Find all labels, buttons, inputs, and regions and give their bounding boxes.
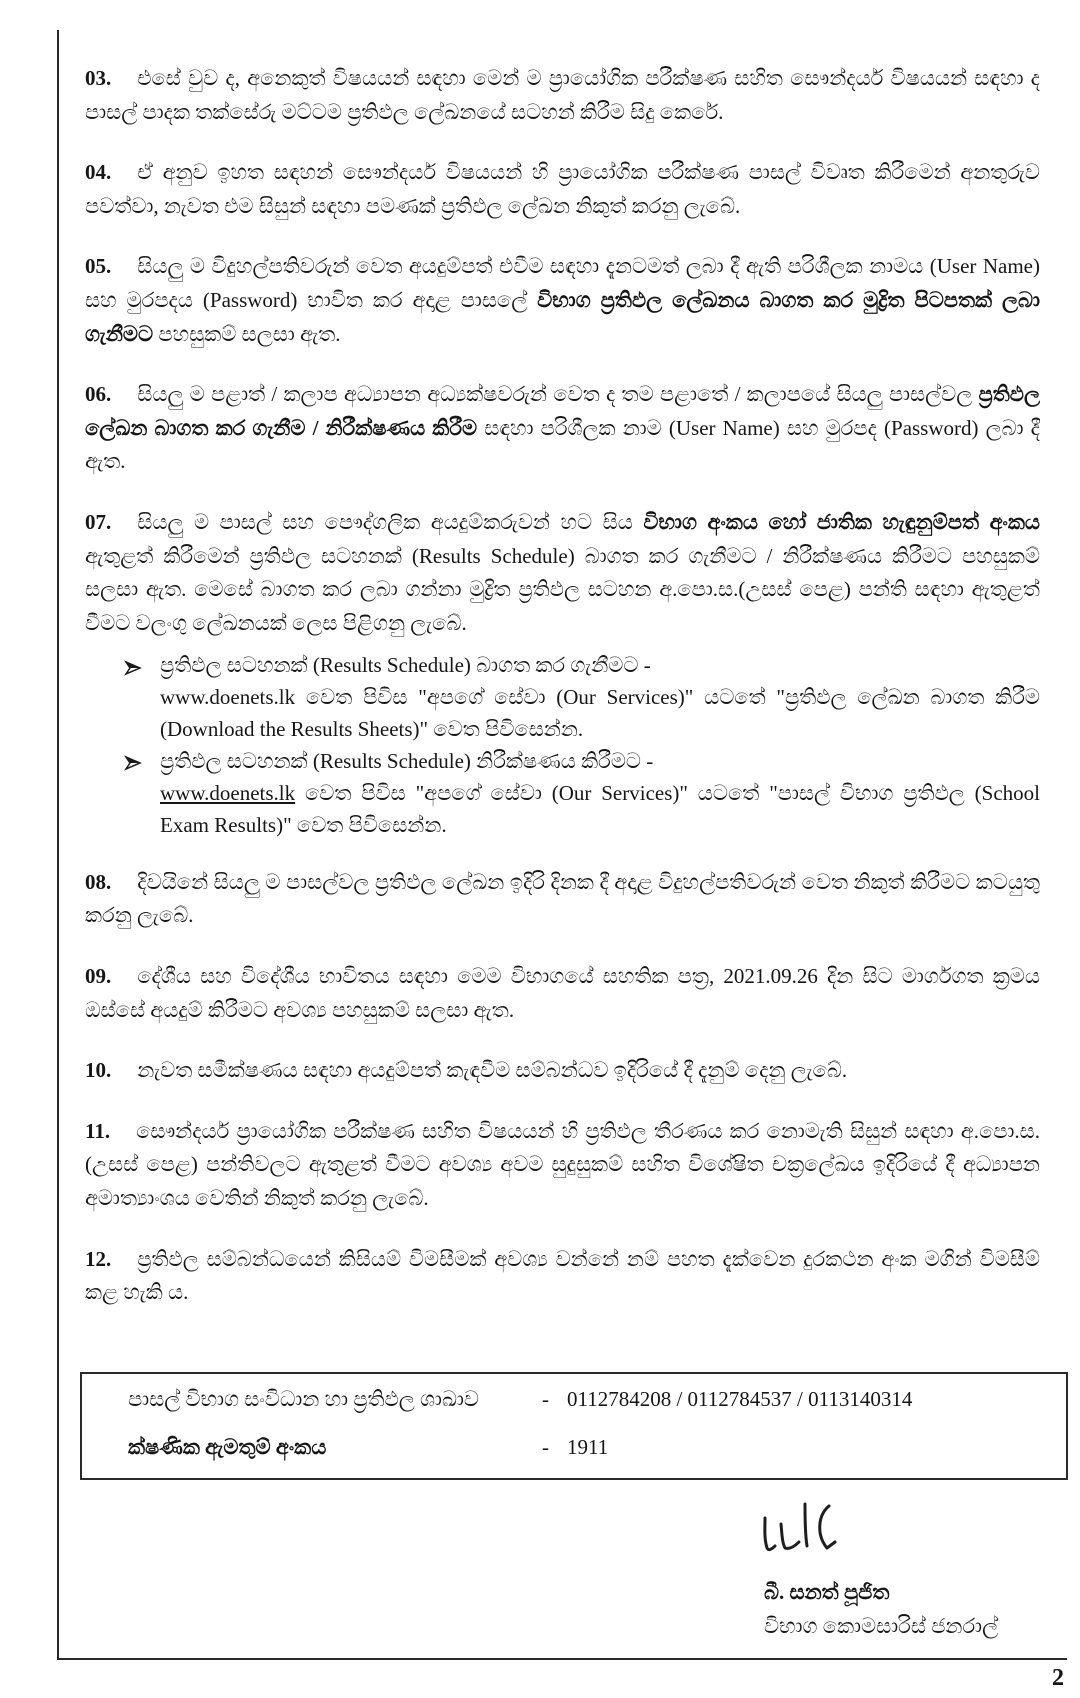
item-10: [85, 1054, 1040, 1088]
item-number: 10.: [85, 1058, 112, 1083]
item-text: ඒ අනුව ඉහත සඳහන් සෞන්දර්ය විෂයයන් හි ප්‍රායෝගික පරීක්ෂණ පාසල් විවෘත කිරීමෙන් අනතුරුව පවත්වා, නැවත එම සිසුන් සඳහා පමණක් ප්‍රතිඵල ලේඛන නිකුත් කරනු ලැබේ.: [85, 160, 1040, 218]
item-number: 07.: [85, 509, 112, 534]
arrow-bullet-icon: [124, 754, 142, 772]
item-text: සියලු ම පළාත් / කලාප අධ්‍යාපන අධ්‍යක්ෂවරුන් වෙත ද තම පළාතේ / කලාපයේ සියලු පාසල්වල: [137, 382, 979, 407]
item-06: [85, 378, 1040, 479]
bullet-lead: ප්‍රතිඵල සටහනක් (Results Schedule) බාගත කර ගැනීමට -: [160, 653, 651, 678]
item-number: 03.: [85, 66, 112, 90]
item-number: 05.: [85, 254, 112, 279]
signatory-title: විභාග කොමසාරිස් ජනරාල්: [764, 1614, 999, 1638]
item-03: [85, 62, 1040, 129]
signatory-name: බී. සනත් පූජිත: [764, 1580, 890, 1604]
page-number: 2: [1052, 1665, 1064, 1691]
item-number: 12.: [85, 1246, 112, 1271]
item-text: දිවයිනේ සියලු ම පාසල්වල ප්‍රතිඵල ලේඛන ඉදිරි දිනක දී අදාළ විදුහල්පතිවරුන් වෙත නිකුත් කිරීමට කටයුතු කරනු ලැබේ.: [85, 869, 1040, 928]
item-number: 04.: [85, 160, 112, 185]
contact-separator: -: [542, 1435, 549, 1459]
item-number: 11.: [85, 1118, 111, 1143]
left-margin-rule: [57, 30, 59, 1660]
arrow-bullet-icon: [124, 659, 142, 677]
bullet-text: වෙත පිවිස "අපගේ සේවා (Our Services)" යටතේ "ප්‍රතිඵල ලේඛන බාගත කිරීම (Download the Results Sheets)" වෙත පිවිසෙන්න.: [160, 685, 1040, 742]
website-url: www.doenets.lk: [160, 685, 296, 710]
item-12: [85, 1243, 1040, 1310]
item-text: සඳහා පරිශීලක නාම (User Name) සහ මුරපද (Password) ලබා දී ඇත.: [85, 415, 1040, 474]
item-text-bold: විභාග ප්‍රතිඵල ලේඛනය බාගත කර මුද්‍රිත පිටපතක් ලබා ගැනීමට: [85, 287, 1040, 346]
item-text-bold: විභාග අංකය හෝ ජාතික හැඳුනුම්පත් අංකය: [643, 509, 1040, 534]
item-text: ඇතුළත් කිරීමෙන් ප්‍රතිඵල සටහනක් (Results Schedule) බාගත කර ගැනීමට / නිරීක්ෂණය කිරීමට පහසුකම් සලසා ඇත. මෙසේ බාගත කර ලබා ගන්නා මුද්‍රිත ප්‍රතිඵල සටහන අ.පො.ස.(උසස් පෙළ) පන්ති සඳහා ඇතුළත් වීමට වලංගු ලේඛනයක් ලෙස පිළිගනු ලැබේ.: [85, 543, 1040, 635]
item-number: 09.: [85, 963, 112, 988]
contact-hotline-number: 1911: [567, 1435, 609, 1459]
item-text: සියලු ම විදුහල්පතිවරුන් වෙත අයදුම්පත් එවීම සඳහා දැනටමත් ලබා දී ඇති පරිශීලක නාමය (User Name) සහ මුරපදය (Password) භාවිත කර අදාළ පාසලේ: [85, 254, 1040, 312]
item-text: ප්‍රතිඵල සම්බන්ධයෙන් කිසියම් විමසීමක් අවශ්‍ය වන්නේ නම් පහත දැක්වෙන දුරකථන අංක මගින් විමසීම් කළ හැකි ය.: [85, 1246, 1040, 1305]
item-04: [85, 156, 1040, 223]
contact-phone-numbers: 0112784208 / 0112784537 / 0113140314: [567, 1387, 913, 1411]
item-09: [85, 960, 1040, 1027]
item-11: [85, 1115, 1040, 1216]
contact-label: පාසල් විභාග සංවිධාන හා ප්‍රතිඵල ශාඛාව: [128, 1387, 479, 1411]
item-number: 08.: [85, 869, 112, 894]
bullet-download-results: [160, 650, 1040, 746]
item-text: නැවත සමීක්ෂණය සඳහා අයදුම්පත් කැඳවීම සම්බන්ධව ඉදිරියේ දී දැනුම් දෙනු ලැබේ.: [137, 1058, 848, 1083]
results-access-instructions: [160, 650, 1040, 841]
website-url: www.doenets.lk: [160, 780, 296, 805]
item-text-bold: ප්‍රතිඵල ලේඛන බාගත කර ගැනීම / නිරීක්ෂණය කිරීම: [85, 382, 1040, 440]
contact-separator: -: [542, 1387, 549, 1411]
contact-box: [80, 1372, 1068, 1480]
item-text: පහසුකම් සලසා ඇත.: [153, 321, 341, 346]
item-text: දේශීය සහ විදේශීය භාවිතය සඳහා මෙම විභාගයේ සහතික පත්‍ර, 2021.09.26 දින සිට මාර්ගගත ක්‍රමය ඔස්සේ අයදුම් කිරීමට අවශ්‍ය පහසුකම් සලසා ඇත.: [85, 963, 1040, 1022]
bullet-view-results: [160, 746, 1040, 842]
item-text: සියලු ම පාසල් සහ පෞද්ගලික අයදුම්කරුවන් හට සිය: [137, 509, 644, 534]
contact-label: ක්ෂණික ඇමතුම් අංකය: [128, 1435, 327, 1459]
item-text: සෞන්දර්ය ප්‍රායෝගික පරීක්ෂණ සහිත විෂයයන් හි ප්‍රතිඵල තීරණය කර නොමැති සිසුන් සඳහා අ.පො.ස.(උසස් පෙළ) පන්තිවලට ඇතුළත් වීමට අවශ්‍ය අවම සුදුසුකම් සහිත විශේෂිත චක්‍රලේඛය ඉදිරියේ දී අධ්‍යාපන අමාත්‍යාංශය වෙතින් නිකුත් කරනු ලැබේ.: [85, 1118, 1040, 1210]
item-08: [85, 866, 1040, 933]
signature-mark: [755, 1498, 855, 1560]
item-text: එසේ වුව ද, අනෙකුත් විෂයයන් සඳහා මෙන් ම ප්‍රායෝගික පරීක්ෂණ සහිත සෞන්දර්ය විෂයයන් සඳහා ද පාසල් පාදක තක්සේරු මට්ටම ප්‍රතිඵල ලේඛනයේ සටහන් කිරීම සිදු කෙරේ.: [85, 66, 1040, 124]
item-number: 06.: [85, 382, 112, 407]
bullet-lead: ප්‍රතිඵල සටහනක් (Results Schedule) නිරීක්ෂණය කිරීමට -: [160, 749, 654, 774]
bottom-margin-rule: [57, 1658, 1067, 1660]
item-07: [85, 506, 1040, 640]
contact-row-hotline: [128, 1430, 1066, 1464]
contact-row-branch: [128, 1382, 1066, 1416]
bullet-text: වෙත පිවිස "අපගේ සේවා (Our Services)" යටතේ "පාසල් විභාග ප්‍රතිඵල (School Exam Results)" වෙත පිවිසෙන්න.: [160, 780, 1040, 837]
document-body: [85, 62, 1040, 1362]
item-05: [85, 250, 1040, 351]
